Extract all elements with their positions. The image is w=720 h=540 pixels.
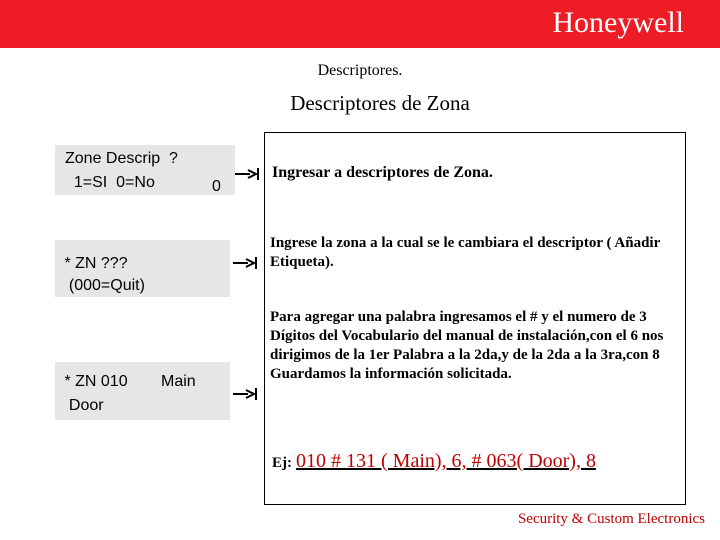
- brand-logo: Honeywell: [552, 6, 684, 39]
- slide-title: Descriptores de Zona: [290, 91, 470, 115]
- arrow-right-icon: [232, 386, 258, 400]
- example-line: [272, 450, 596, 473]
- keypad-line: Main: [161, 373, 196, 390]
- header-bar: [0, 0, 720, 48]
- keypad-display-1: [55, 145, 235, 195]
- keypad-line: Door: [60, 397, 104, 414]
- slide-subtitle: Descriptores.: [317, 62, 403, 79]
- footer-text: Security & Custom Electronics: [517, 511, 705, 527]
- arrow-right-icon: [232, 255, 258, 269]
- keypad-line: (000=Quit): [60, 277, 145, 294]
- example-sequence: 010 # 131 ( Main), 6, # 063( Door), 8: [296, 450, 596, 472]
- keypad-display-2: [55, 240, 230, 297]
- instruction-2: Ingrese la zona a la cual se le cambiara el descriptor ( Añadir Etiqueta).: [270, 235, 660, 270]
- keypad-line: Zone Descrip ?: [65, 150, 178, 167]
- keypad-line: * ZN ???: [60, 255, 128, 272]
- example-label: Ej:: [272, 455, 292, 471]
- arrow-right-icon: [234, 166, 260, 180]
- keypad-value: 0: [212, 178, 221, 195]
- keypad-line: * ZN 010: [60, 373, 128, 390]
- instruction-1: Ingresar a descriptores de Zona.: [272, 164, 493, 181]
- keypad-display-3: [55, 362, 230, 420]
- instruction-3: Para agregar una palabra ingresamos el # y el numero de 3 Dígitos del Vocabulario del manual de instalación,con el 6 nos dirigimos de la 1er Palabra a la 2da,y de la 2da a la 3ra,con 8 Guardamos la información solicitada.: [270, 309, 664, 382]
- keypad-line: 1=SI 0=No: [65, 174, 155, 191]
